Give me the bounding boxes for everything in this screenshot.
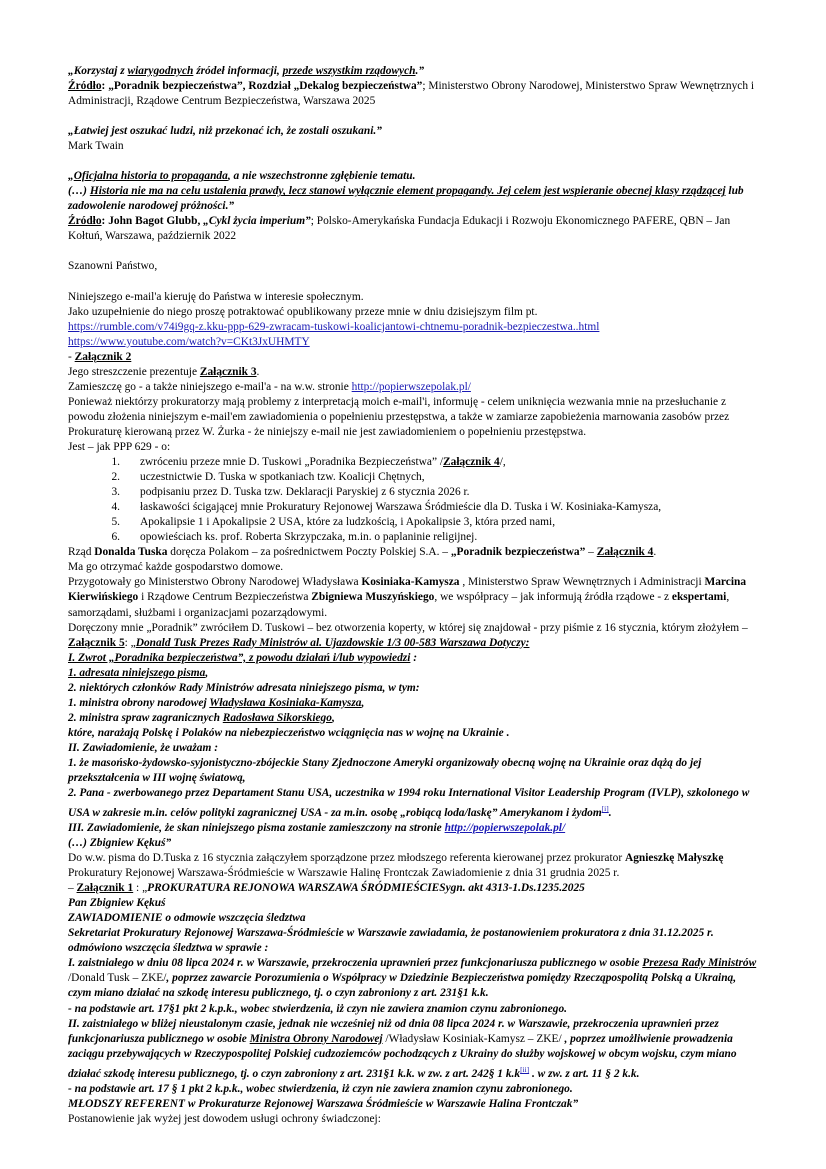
source-colon-1: : <box>101 80 109 93</box>
source-bold-italic-3: „Cykl życia imperium” <box>203 215 311 228</box>
rzad-dash: – <box>585 546 597 559</box>
roman-I-item-2a-prefix: 1. ministra obrony narodowej <box>68 696 210 709</box>
doreczony-paragraph <box>68 621 760 651</box>
przygotowaly-paragraph <box>68 575 760 620</box>
numbered-list <box>68 455 760 545</box>
prokurator-malyszka-name: Agnieszkę Małyszkę <box>624 852 724 865</box>
quote-1-open: „ <box>68 65 74 77</box>
list-text: łaskawości ścigającej mnie Prokuratury Rejonowej Warszawa Śródmieście dla D. Tuska i W. Kosiniaka-Kamysza, <box>140 501 662 514</box>
popierwszepolak-link-2[interactable]: http://popierwszepolak.pl/ <box>444 821 566 834</box>
roman-I-item-1 <box>68 666 760 681</box>
decision-I-basis: - na podstawie art. 17§1 pkt 2 k.p.k., wobec stwierdzenia, iż czyn nie zawiera znamion czynu zabronionego. <box>68 1002 568 1015</box>
decision-II-minister-obrony: Ministra Obrony Narodowej <box>249 1032 383 1045</box>
source-label-3: Źródło <box>68 215 102 228</box>
body-line-4-prefix: Zamieszczę go - a także niniejszego e-mail'a - na w.w. stronie <box>68 380 352 393</box>
rzad-end: . <box>653 546 657 559</box>
popierwszepolak-link-1[interactable]: http://popierwszepolak.pl/ <box>351 380 471 393</box>
document-body <box>68 64 760 1127</box>
przyg-eksperci: ekspertami <box>671 591 727 604</box>
list-attachment-ref: Załącznik 4 <box>443 456 500 469</box>
decision-I-prefix: I. zaistniałego w dniu 08 lipca 2024 r. w Warszawie, przekroczenia uprawnień przez funkcjonariusza publicznego w osobie <box>68 957 643 970</box>
roman-II-item-2-text: 2. Pana - zwerbowanego przez Departament Stanu USA, uczestnika w 1994 roku International Visitor Leadership Program (IVLP), szkolonego w USA w zakresie m.in. celów polityki zagranicznej USA - za m.in. osobę „robiącą loda/laskę” Amerykanom i żydom <box>68 787 750 819</box>
list-item <box>68 455 760 470</box>
attachment-1-label: Załącznik 1 <box>76 882 134 895</box>
quote-3-line-1 <box>68 169 760 184</box>
list-number: 5. <box>111 516 120 529</box>
przyg-prefix: Przygotowały go Ministerstwo Obrony Narodowej Władysława <box>68 576 362 589</box>
quote-1-text <box>68 64 760 79</box>
source-rest-1: ; Ministerstwo Obrony Narodowej, Ministerstwo Spraw Wewnętrznych i Administracji, Rządowe Centrum Bezpieczeństwa, Warszawa 2025 <box>68 80 755 108</box>
attachment-3-line <box>68 365 760 380</box>
dorecz-attachment-5: Załącznik 5 <box>68 636 125 649</box>
source-rest-3: ; Polsko-Amerykańska Fundacja Edukacji i Rozwoju Ekonomicznego PAFERE, QBN – Jan Kołtuń, Warszawa, październik 2022 <box>68 215 731 243</box>
przyg-end: , samorządami, służbami i organizacjami pozarządowymi. <box>68 591 730 619</box>
quote-1-mid: źródeł informacji, <box>193 65 283 77</box>
roman-I-item-2a-name: Władysława Kosiniaka-Kamysza <box>209 696 362 709</box>
rzad-tusk-name: Donalda Tuska <box>94 546 168 559</box>
attachment-1-line <box>68 881 760 896</box>
quote-3-underline-1: Oficjalna historia to propaganda <box>73 170 228 183</box>
ma-go-line: Ma go otrzymać każde gospodarstwo domowe. <box>68 561 284 574</box>
roman-I-underline: I. Zwrot „Poradnika bezpieczeństwa”, z powodu działań i/lub wypowiedzi <box>68 651 411 664</box>
roman-II-heading: II. Zawiadomienie, że uważam : <box>68 741 218 754</box>
quote-2-text: „Łatwiej jest oszukać ludzi, niż przekonać ich, że zostali oszukani.” <box>68 125 382 138</box>
attachment-3-prefix: Jego streszczenie prezentuje <box>68 365 200 378</box>
quote-3-rest-2: lub zadowolenie narodowej próżności.” <box>68 185 744 213</box>
rzad-line <box>68 545 760 560</box>
quote-3-underline-2: Historia nie ma na celu ustalenia prawdy, lecz stanowi wyłącznie element propagandy. Jej celem jest wspieranie obecnej klasy rządzącej <box>89 185 726 198</box>
dorecz-address-block: Donald Tusk Prezes Rady Ministrów al. Ujazdowskie 1/3 00-583 Warszawa Dotyczy: <box>135 636 530 649</box>
roman-I-item-2b-end: , <box>331 711 335 724</box>
decision-I-post: , poprzez zawarcie Porozumienia o Współpracy w Dziedzinie Bezpieczeństwa pomiędzy Rzecząpospolitą Polską a Ukrainą, czym miano działać na szkodę interesu publicznego, tj. o czyn zabroniony z art. 231§1 k.k. <box>68 972 737 1000</box>
roman-I-heading <box>68 651 760 666</box>
list-text-post: /, <box>499 456 506 469</box>
quote-1-source <box>68 79 760 109</box>
source-label-1: Źródło <box>68 80 102 93</box>
quote-3-source <box>68 214 760 244</box>
zawiadomienie-heading: ZAWIADOMIENIE o odmowie wszczęcia śledztwa <box>68 912 306 925</box>
spacer-1 <box>68 109 760 124</box>
prokuratura-header: PROKURATURA REJONOWA WARSZAWA ŚRÓDMIEŚCIESygn. akt 4313-1.Ds.1235.2025 <box>147 882 585 895</box>
roman-II-item-2-end: . <box>608 806 612 819</box>
salutation: Szanowni Państwo, <box>68 260 158 273</box>
decision-II-prefix: II. zaistniałego w bliżej nieustalonym czasie, jednak nie wcześniej niż od dnia 08 lipca 2024 r. w Warszawie, przekroczenia uprawnień przez funkcjonariusza publicznego w osobie <box>68 1017 719 1045</box>
dorecz-mid: : „ <box>124 636 136 649</box>
decision-II-post: , poprzez umożliwienie prowadzenia zaciągu przebywających w Rzeczypospolitej Polskiej cudzoziemców pochodzących z Ukrainy do służby wojskowej w obcym wojsku, czym miano działać szkodę interesu publicznego, tj. o czyn zabroniony z art. 231§1 k.k. w zw. z art. 242§ 1 k.k <box>68 1032 737 1080</box>
youtube-link-text[interactable]: https://www.youtube.com/watch?v=CKt3JxUHMTY <box>68 335 310 348</box>
rumble-video-link[interactable] <box>68 320 760 335</box>
quote-1-close: .” <box>415 65 425 77</box>
attachment-3-post: . <box>256 365 260 378</box>
list-text: zwróceniu przeze mnie D. Tuskowi „Poradnika Bezpieczeństwa” / <box>140 456 444 469</box>
sekretariat-paragraph: Sekretariat Prokuratury Rejonowej Warszawa-Śródmieście w Warszawie zawiadamia, że postanowieniem prokuratora z dnia 31.12.2025 r. odmówiono wszczęcia śledztwa w sprawie : <box>68 927 714 955</box>
list-number: 6. <box>111 531 120 544</box>
roman-ktore-line: które, narażają Polskę i Polaków na niebezpieczeństwo wciągnięcia nas w wojnę na Ukrainie . <box>68 726 510 739</box>
spacer-3 <box>68 244 760 259</box>
body-paragraph-1: Ponieważ niektórzy prokuratorzy mają problemy z interpretacją moich e-mail'i, informuję - celem uniknięcia wezwania mnie na przesłuchanie z powodu złożenia niniejszym e-mail'em zawiadomienia o popełnieniu przestępstwa, a także w zamiarze zapobieżenia marnowania zasobów przez Prokuraturę kierowaną przez W. Żurka - że niniejszy e-mail nie jest zawiadomieniem o popełnieniu przestępstwa. <box>68 395 730 438</box>
roman-I-item-2b-name: Radosława Sikorskiego <box>222 711 332 724</box>
decision-II-kosiniak-note: /Władysław Kosiniak-Kamysz – ZKE/ <box>382 1032 562 1045</box>
do-ww-post: Prokuratury Rejonowej Warszawa-Śródmieście w Warszawie Halinę Frontczak Zawiadomienie z dnia 31 grudnia 2025 r. <box>68 867 620 880</box>
roman-I-item-2a <box>68 696 760 711</box>
roman-III-text: III. Zawiadomienie, że skan niniejszego pisma zostanie zamieszczony na stronie <box>68 821 445 834</box>
list-item <box>68 485 760 500</box>
przyg-mid-3: , we współpracy – jak informują źródła rządowe - z <box>434 591 672 604</box>
attachment-3-label: Załącznik 3 <box>199 365 257 378</box>
roman-I-item-1-end: , <box>205 666 209 679</box>
quote-3-line-2 <box>68 184 760 214</box>
quote-2-attribution: Mark Twain <box>68 140 124 153</box>
list-number: 2. <box>111 471 120 484</box>
quote-3-rest-1: , a nie wszechstronne zgłębienie tematu. <box>227 170 416 183</box>
list-item <box>68 500 760 515</box>
decision-item-II <box>68 1017 760 1082</box>
roman-I-end: : <box>410 651 418 664</box>
quote-3-open: „ <box>68 170 74 183</box>
dorecz-prefix: Doręczony mnie „Poradnik” zwróciłem D. Tuskowi – bez otworzenia koperty, w której się znajdował - przy piśmie z 16 stycznia, którym złożyłem – <box>68 621 748 634</box>
source-bold-1: „Poradnik bezpieczeństwa”, Rozdział „Dekalog bezpieczeństwa” <box>108 80 423 93</box>
list-item <box>68 530 760 545</box>
rzad-prefix: Rząd <box>68 546 95 559</box>
spacer-4 <box>68 275 760 290</box>
przyg-mid-1: , Ministerstwo Spraw Wewnętrznych i Administracji <box>459 576 705 589</box>
mlodszy-referent-signature: MŁODSZY REFERENT w Prokuraturze Rejonowej Warszawa Śródmieście w Warszawie Halina Frontczak” <box>68 1097 579 1110</box>
przyg-mid-2: i Rządowe Centrum Bezpieczeństwa <box>138 591 312 604</box>
list-number: 1. <box>111 456 120 469</box>
roman-I-item-2a-end: , <box>361 696 365 709</box>
list-item <box>68 470 760 485</box>
footnote-marker-ii[interactable]: [ii] <box>520 1064 530 1074</box>
roman-II-item-2 <box>68 786 760 821</box>
quote-1-underline-2: przede wszystkim rządowych <box>282 65 416 77</box>
quote-3-ellipsis: (…) <box>68 185 90 198</box>
list-text: podpisaniu przez D. Tuska tzw. Deklaracji Paryskiej z 6 stycznia 2026 r. <box>140 486 470 499</box>
list-number: 3. <box>111 486 120 499</box>
zal1-prefix: – <box>68 882 77 895</box>
roman-I-item-2b-prefix: 2. ministra spraw zagranicznych <box>68 711 223 724</box>
przyg-kierwinski: Marcina Kierwińskiego <box>68 576 747 604</box>
list-text: uczestnictwie D. Tuska w spotkaniach tzw. Koalicji Chętnych, <box>140 471 425 484</box>
spacer-2 <box>68 154 760 169</box>
roman-II-item-1: 1. że masońsko-żydowsko-syjonistyczno-zbójeckie Stany Zjednoczone Ameryki organizowały obecną wojnę na Ukrainie oraz dążą do jej przekształcenia w III wojnę światową, <box>68 756 702 785</box>
quote-1-underline-1: wiarygodnych <box>127 65 194 77</box>
zal1-mid: : „ <box>133 882 148 895</box>
decision-item-I <box>68 956 760 1001</box>
do-ww-prefix: Do w.w. pisma do D.Tuska z 16 stycznia załączyłem sporządzone przez młodszego referenta kierowanej przez prokurator <box>68 852 625 865</box>
list-number: 4. <box>111 501 120 514</box>
youtube-video-link[interactable] <box>68 335 760 350</box>
attachment-2-label: Załącznik 2 <box>74 350 132 363</box>
source-colon-3: : <box>101 215 109 228</box>
postanowienie-closing-line: Postanowienie jak wyżej jest dowodem usługi ochrony świadczonej: <box>68 1112 381 1125</box>
do-ww-pisma-paragraph <box>68 851 760 881</box>
source-bold-3: John Bagot Glubb, <box>108 215 204 228</box>
rzad-attachment-4: Załącznik 4 <box>596 546 654 559</box>
list-text: opowieściach ks. prof. Roberta Skrzypczaka, m.in. o paplaninie religijnej. <box>140 531 478 544</box>
attachment-2-line <box>68 350 760 365</box>
attachment-2-prefix: - <box>68 350 75 363</box>
przyg-kosiniak: Kosiniaka-Kamysza <box>361 576 460 589</box>
decision-II-basis: - na podstawie art. 17 § 1 pkt 2 k.p.k., wobec stwierdzenia, iż czyn nie zawiera znamion czynu zabronionego. <box>68 1082 573 1095</box>
roman-I-item-1-underline: 1. adresata niniejszego pisma <box>68 666 206 679</box>
quote-1-main: Korzystaj z <box>73 65 128 77</box>
decision-I-tusk-note: /Donald Tusk – ZKE/ <box>68 972 167 985</box>
przyg-muszynski: Zbigniewa Muszyńskiego <box>311 591 435 604</box>
footnote-marker-i[interactable]: [i] <box>601 804 609 814</box>
list-item <box>68 515 760 530</box>
decision-II-tail: . w zw. z art. 11 § 2 k.k. <box>529 1067 640 1080</box>
zbigniew-kekus-signature-1: (…) Zbigniew Kękuś” <box>68 837 172 849</box>
body-line-4 <box>68 380 760 395</box>
body-line-2: Jako uzupełnienie do niego proszę potraktować opublikowany przeze mnie w dniu dzisiejszym film pt. <box>68 305 538 318</box>
list-text: Apokalipsie 1 i Apokalipsie 2 USA, które za ludzkością, i Apokalipsie 3, która przed nami, <box>140 516 556 529</box>
roman-I-item-2: 2. niektórych członków Rady Ministrów adresata niniejszego pisma, w tym: <box>68 681 420 694</box>
pan-zbigniew-kekus-addressee: Pan Zbigniew Kękuś <box>68 897 166 910</box>
roman-I-item-2b <box>68 711 760 726</box>
rumble-link-text[interactable]: https://rumble.com/v74i9gq-z.kku-ppp-629-zwracam-tuskowi-koalicjantowi-chtnemu-poradnik-bezpieczestwa..html <box>68 320 600 333</box>
body-line-1: Niniejszego e-mail'a kieruję do Państwa w interesie społecznym. <box>68 290 364 303</box>
rzad-mid: doręcza Polakom – za pośrednictwem Poczty Polskiej S.A. – <box>167 546 451 559</box>
decision-I-prezes-rady-ministrow: Prezesa Rady Ministrów <box>642 957 757 970</box>
rzad-poradnik-title: „Poradnik bezpieczeństwa” <box>450 546 586 559</box>
body-jest-line: Jest – jak PPP 629 - o: <box>68 440 171 453</box>
roman-III-heading <box>68 821 760 836</box>
